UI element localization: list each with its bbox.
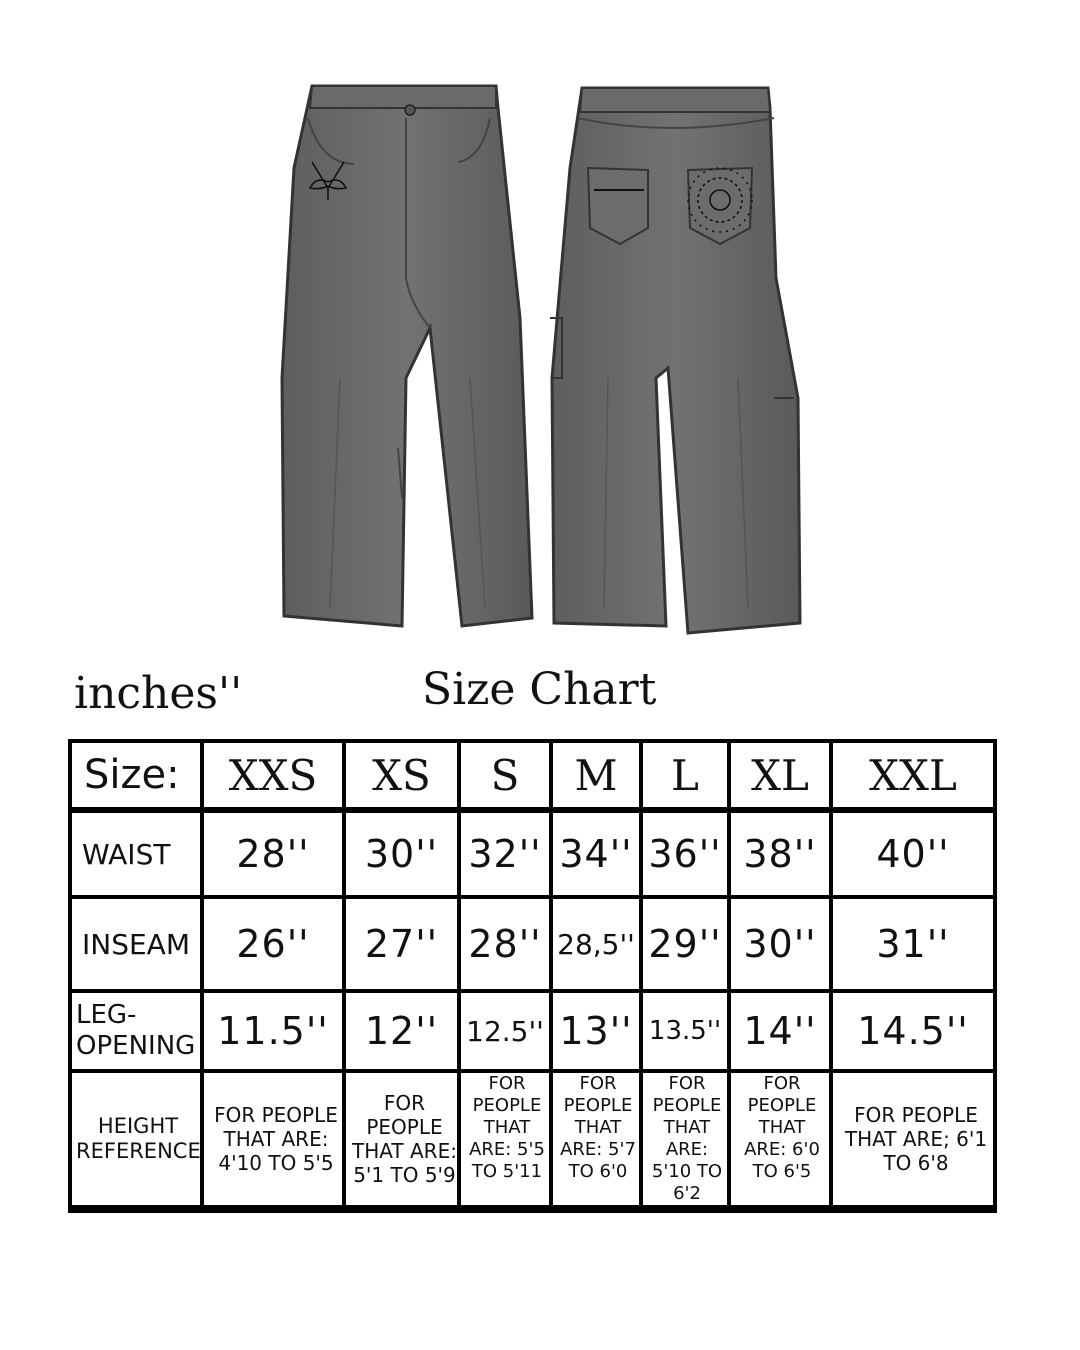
size-s: S xyxy=(459,741,551,810)
inseam-xs: 27'' xyxy=(344,897,459,991)
waist-label: WAIST xyxy=(70,810,202,897)
size-row-label: Size: xyxy=(70,741,202,810)
height-reference-xs: FOR PEOPLE THAT ARE: 5'1 TO 5'9 xyxy=(352,1090,457,1187)
pants-back-icon xyxy=(550,88,800,633)
waist-row xyxy=(70,810,995,897)
inseam-row xyxy=(70,897,995,991)
size-xxs: XXS xyxy=(202,741,344,810)
height-reference-l: FOR PEOPLE THAT ARE: 5'10 TO 6'2 xyxy=(651,1073,723,1204)
size-xxl: XXL xyxy=(831,741,995,810)
leg-opening-label: LEG-OPENING xyxy=(70,991,202,1071)
pants-front-icon xyxy=(282,86,532,626)
height-reference-xxl: FOR PEOPLE THAT ARE; 6'1 TO 6'8 xyxy=(844,1102,988,1175)
leg-opening-s: 12.5'' xyxy=(459,991,551,1071)
unit-label: inches'' xyxy=(74,668,243,719)
waist-l: 36'' xyxy=(641,810,729,897)
page-title: Size Chart xyxy=(422,664,657,715)
inseam-s: 28'' xyxy=(459,897,551,991)
inseam-xxs: 26'' xyxy=(202,897,344,991)
leg-opening-xxs: 11.5'' xyxy=(202,991,344,1071)
inseam-m: 28,5'' xyxy=(551,897,641,991)
height-reference-row xyxy=(70,1071,995,1209)
height-reference-xxs: FOR PEOPLE THAT ARE: 4'10 TO 5'5 xyxy=(214,1102,338,1175)
inseam-xl: 30'' xyxy=(729,897,831,991)
leg-opening-xl: 14'' xyxy=(729,991,831,1071)
inseam-label: INSEAM xyxy=(70,897,202,991)
size-m: M xyxy=(551,741,641,810)
waist-xl: 38'' xyxy=(729,810,831,897)
pants-illustration xyxy=(270,78,810,638)
size-xs: XS xyxy=(344,741,459,810)
size-header-row xyxy=(70,741,995,810)
size-chart-table xyxy=(68,739,997,1213)
height-reference-label: HEIGHT REFERENCE xyxy=(70,1071,202,1209)
height-reference-s: FOR PEOPLE THAT ARE: 5'5 TO 5'11 xyxy=(469,1073,545,1182)
waist-xxs: 28'' xyxy=(202,810,344,897)
size-xl: XL xyxy=(729,741,831,810)
waist-s: 32'' xyxy=(459,810,551,897)
inseam-xxl: 31'' xyxy=(831,897,995,991)
height-reference-m: FOR PEOPLE THAT ARE: 5'7 TO 6'0 xyxy=(560,1073,636,1182)
leg-opening-xxl: 14.5'' xyxy=(831,991,995,1071)
inseam-l: 29'' xyxy=(641,897,729,991)
leg-opening-row xyxy=(70,991,995,1071)
waist-xxl: 40'' xyxy=(831,810,995,897)
waist-xs: 30'' xyxy=(344,810,459,897)
height-reference-xl: FOR PEOPLE THAT ARE: 6'0 TO 6'5 xyxy=(744,1073,820,1182)
size-l: L xyxy=(641,741,729,810)
waist-m: 34'' xyxy=(551,810,641,897)
leg-opening-xs: 12'' xyxy=(344,991,459,1071)
leg-opening-l: 13.5'' xyxy=(641,991,729,1071)
leg-opening-m: 13'' xyxy=(551,991,641,1071)
